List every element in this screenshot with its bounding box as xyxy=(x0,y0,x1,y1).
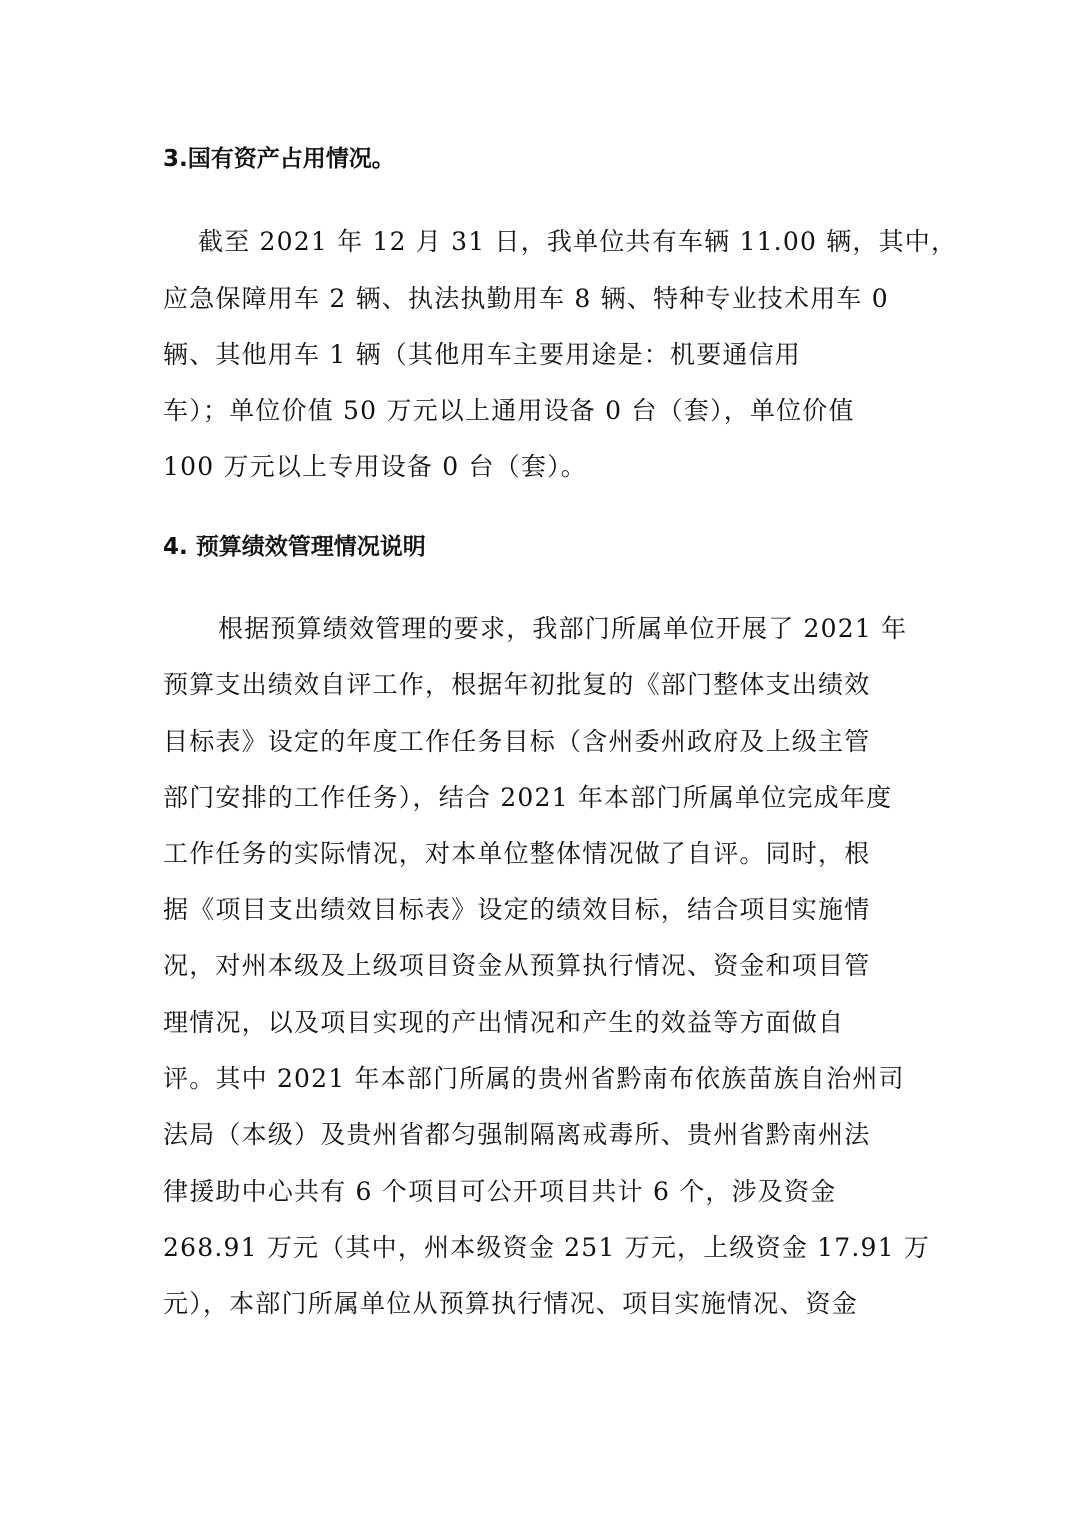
section-4-line-4: 部门安排的工作任务），结合 2021 年本部门所属单位完成年度 xyxy=(163,783,893,812)
section-4-line-8: 理情况，以及项目实现的产出情况和产生的效益等方面做自 xyxy=(163,1008,845,1037)
section-3-heading: 3.国有资产占用情况。 xyxy=(163,146,395,172)
section-4-heading: 4. 预算绩效管理情况说明 xyxy=(163,534,426,560)
section-3-line-3: 辆、其他用车 1 辆（其他用车主要用途是：机要通信用 xyxy=(163,340,802,369)
section-3-line-5: 100 万元以上专用设备 0 台（套）。 xyxy=(163,452,587,481)
section-4-line-13: 元），本部门所属单位从预算执行情况、项目实施情况、资金 xyxy=(163,1289,858,1318)
section-4-line-7: 况，对州本级及上级项目资金从预算执行情况、资金和项目管 xyxy=(163,951,871,980)
section-4-line-11: 律援助中心共有 6 个项目可公开项目共计 6 个，涉及资金 xyxy=(163,1177,837,1206)
section-4-line-6: 据《项目支出绩效目标表》设定的绩效目标，结合项目实施情 xyxy=(163,895,871,924)
section-4-line-5: 工作任务的实际情况，对本单位整体情况做了自评。同时，根 xyxy=(163,839,871,868)
section-4-line-9: 评。其中 2021 年本部门所属的贵州省黔南布依族苗族自治州司 xyxy=(163,1064,905,1093)
section-4-line-12: 268.91 万元（其中，州本级资金 251 万元，上级资金 17.91 万 xyxy=(163,1233,931,1262)
section-4-line-10: 法局（本级）及贵州省都匀强制隔离戒毒所、贵州省黔南州法 xyxy=(163,1120,871,1149)
section-4-line-3: 目标表》设定的年度工作任务目标（含州委州政府及上级主管 xyxy=(163,727,871,756)
section-3-line-2: 应急保障用车 2 辆、执法执勤用车 8 辆、特种专业技术用车 0 xyxy=(163,284,889,313)
section-3-line-1: 截至 2021 年 12 月 31 日，我单位共有车辆 11.00 辆，其中， xyxy=(198,227,958,256)
section-4-line-1: 根据预算绩效管理的要求，我部门所属单位开展了 2021 年 xyxy=(218,614,908,643)
section-3-line-4: 车）；单位价值 50 万元以上通用设备 0 台（套），单位价值 xyxy=(163,396,855,425)
section-4-line-2: 预算支出绩效自评工作，根据年初批复的《部门整体支出绩效 xyxy=(163,670,871,699)
